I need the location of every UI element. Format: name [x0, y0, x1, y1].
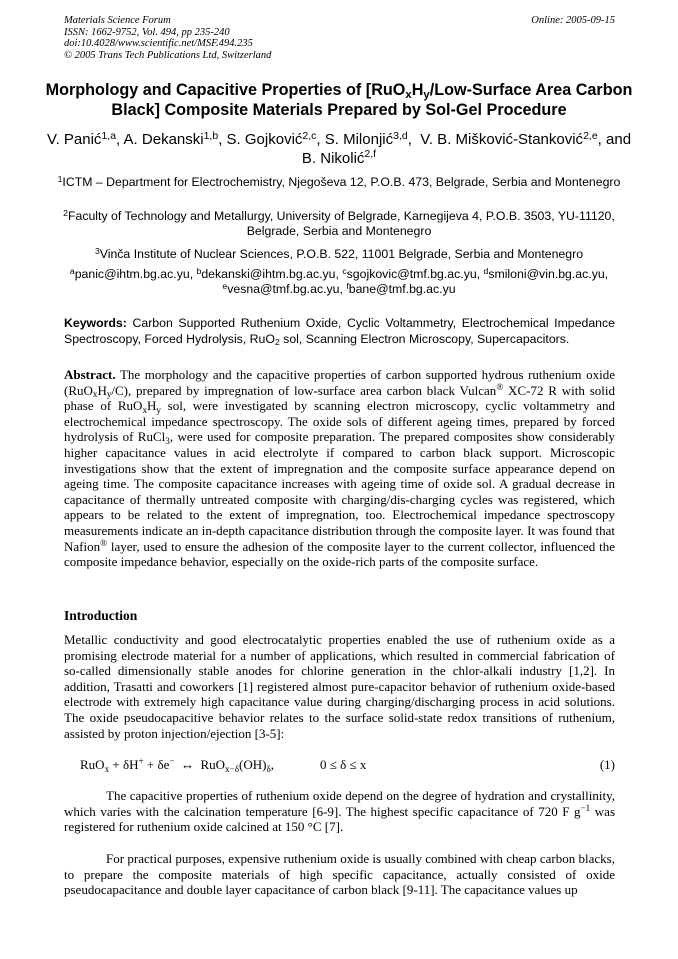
superscript: b [196, 265, 202, 276]
superscript: c [342, 265, 347, 276]
superscript: d [483, 265, 489, 276]
equation-number: (1) [599, 757, 615, 772]
affiliation-2 [50, 209, 628, 239]
text-run: /C), prepared by impregnation of low-surface area carbon black Vulcan [111, 382, 497, 398]
text-run: Carbon Supported Ruthenium Oxide, Cyclic Voltammetry, Electrochemical Impedance Spectroscopy, Forced Hydrolysis, RuO [64, 316, 615, 346]
text-run: Faculty of Technology and Metallurgy, University of Belgrade, Karnegijeva 4, P.O.B. 3503, YU-11120, Belgrade, Serbia and Montenegro [67, 209, 615, 238]
text-run: + δH [109, 757, 139, 772]
superscript: 1,b [203, 129, 219, 142]
superscript: 2,e [583, 129, 598, 142]
superscript: 3,d [393, 129, 408, 142]
subscript: x [92, 389, 98, 400]
superscript: 3 [94, 245, 100, 256]
text-run: The capacitive properties of ruthenium oxide depend on the degree of hydration and crystallinity, which varies with the calcination temperature [6-9]. The highest specific capacitance of 720 F g [64, 788, 615, 819]
subscript: y [106, 389, 112, 400]
subscript: 3 [165, 436, 170, 447]
text-run: , S. Gojković [218, 131, 303, 148]
text-run: Morphology and Capacitive Properties of [RuO [45, 81, 406, 99]
subscript: 2 [274, 337, 280, 348]
text-run: sol, Scanning Electron Microscopy, Supercapacitors. [279, 331, 570, 346]
text-run: panic@ihtm.bg.ac.yu, [74, 267, 197, 281]
superscript: 2,f [364, 148, 377, 161]
text-run: The morphology and the capacitive properties of carbon supported hydrous ruthenium oxide (RuO [64, 367, 615, 398]
subscript: x−δ [225, 763, 240, 774]
text-run: was registered for ruthenium oxide calcined at 150 °C [7]. [64, 803, 616, 835]
online-date: Online: 2005-09-15 [531, 15, 615, 26]
text-run: vesna@tmf.bg.ac.yu, [227, 282, 347, 296]
text-run: , S. Milonjić [316, 131, 394, 148]
text-run: , V. B. Mišković-Stanković [407, 131, 584, 148]
abstract [64, 367, 615, 570]
email-list [50, 267, 628, 297]
intro-paragraph-3 [64, 851, 615, 898]
superscript: a [69, 265, 75, 276]
text-run: dekanski@ihtm.bg.ac.yu, [201, 267, 343, 281]
doi-line: doi:10.4028/www.scientific.net/MSF.494.235 [64, 38, 253, 49]
superscript: 1,a [101, 129, 117, 142]
affiliation-1 [50, 175, 628, 190]
journal-header [64, 15, 615, 61]
text-run: , were used for composite preparation. The prepared composites show considerably higher capacitance values in acid electrolyte if compared to carbon black support. Microscopic investigations show that the extent of impregnation and the composite surface appearance depend on ageing time. The composite capacitance increases with ageing time of oxide sol. A gradual decrease in capacitance of thermally untreated composite with charging/dis-charging cycles was registered, which appears to be related to the extent of impregnation, too. Electrochemical impedance spectroscopy measurements indicate an in-depth capacitance distribution through the composite layer. It was found that Nafion [64, 429, 615, 554]
intro-paragraph-2 [64, 788, 615, 835]
keywords [64, 316, 615, 347]
issn-line: ISSN: 1662-9752, Vol. 494, pp 235-240 [64, 26, 230, 38]
text-run: V. Panić [46, 131, 102, 148]
section-heading-introduction: Introduction [64, 608, 138, 623]
copyright-line: © 2005 Trans Tech Publications Ltd, Switzerland [64, 49, 272, 61]
author-list [40, 131, 638, 168]
superscript: e [222, 280, 228, 291]
text-run: Abstract. [64, 367, 116, 382]
journal-name: Materials Science Forum [64, 15, 171, 26]
text-run: layer, used to ensure the adhesion of the composite layer to the current collector, influenced the composite impedance behavior, especially on the oxide-rich parts of the composite surface. [64, 538, 615, 570]
intro-paragraph-1 [64, 632, 615, 741]
superscript: 2,c [302, 129, 317, 142]
superscript: −1 [580, 803, 591, 814]
text-run: H [146, 398, 157, 414]
affiliation-3 [50, 247, 628, 262]
text-run: For practical purposes, expensive ruthenium oxide is usually combined with cheap carbon blacks, to prepare the composite materials of high specific capacitance, actually consisted of oxide pseudocapacitance and double layer capacitance of carbon black [9-11]. The capacitance values up [64, 851, 615, 898]
text-run: , [270, 757, 274, 772]
text-run: (OH) [239, 757, 267, 772]
superscript: f [346, 280, 349, 291]
text-run: XC-72 R with solid phase of RuO [64, 382, 615, 414]
text-run: Keywords: [64, 316, 127, 330]
text-run: H [97, 382, 107, 398]
text-run: sol, were investigated by scanning electron microscopy, cyclic voltammetry and electrochemical impedance spectroscopy. The oxide sols of different ageing times, prepared by forced hydrolysis of RuCl [64, 398, 615, 445]
superscript: + [138, 756, 144, 767]
equation-condition: 0 ≤ δ ≤ x [320, 757, 367, 772]
text-run: smiloni@vin.bg.ac.yu, [488, 267, 609, 281]
subscript: x [104, 763, 110, 774]
text-run: RuO [80, 757, 105, 772]
superscript: 1 [57, 173, 63, 184]
paper-title [40, 80, 638, 120]
subscript: x [142, 404, 147, 415]
text-run: , A. Dekanski [116, 131, 204, 148]
superscript: − [169, 756, 175, 767]
subscript: x [405, 89, 412, 102]
subscript: δ [266, 763, 271, 774]
text-run: /Low-Surface Area Carbon Black] Composite Materials Prepared by Sol-Gel Procedure [111, 81, 633, 119]
subscript: y [423, 89, 430, 102]
superscript: ® [100, 537, 108, 548]
superscript: 2 [63, 207, 68, 218]
text-run: ↔ RuO [174, 757, 226, 772]
equation-1 [80, 757, 615, 773]
text-run: sgojkovic@tmf.bg.ac.yu, [346, 267, 484, 281]
text-run: + δe [143, 757, 170, 772]
superscript: ® [496, 382, 504, 393]
text-run: bane@tmf.bg.ac.yu [348, 282, 456, 296]
text-run: Vinča Institute of Nuclear Sciences, P.O.B. 522, 11001 Belgrade, Serbia and Montenegro [99, 247, 584, 261]
text-run: H [411, 81, 424, 99]
text-run: , and B. Nikolić [301, 131, 632, 167]
text-run: Metallic conductivity and good electrocatalytic properties enabled the use of ruthenium oxide as a promising electrode material for a number of applications, which resulted in commercial fabrication of so-called dimensionally stable anodes for chlorine generation in the chlor-alkali industry [1,2]. In addition, Trasatti and coworkers [1] registered almost pure-capacitor behavior of ruthenium oxide-based electrode with extremely high capacitance value during charging/discharging process in acid solutions. The oxide pseudocapacitive behavior relates to the surface solid-state redox transitions of ruthenium, assisted by proton injection/ejection [3-5]: [64, 632, 615, 741]
text-run: ICTM – Department for Electrochemistry, Njegoševa 12, P.O.B. 473, Belgrade, Serbia and Montenegro [62, 175, 621, 189]
subscript: y [156, 404, 161, 415]
equation-expression [80, 757, 274, 772]
